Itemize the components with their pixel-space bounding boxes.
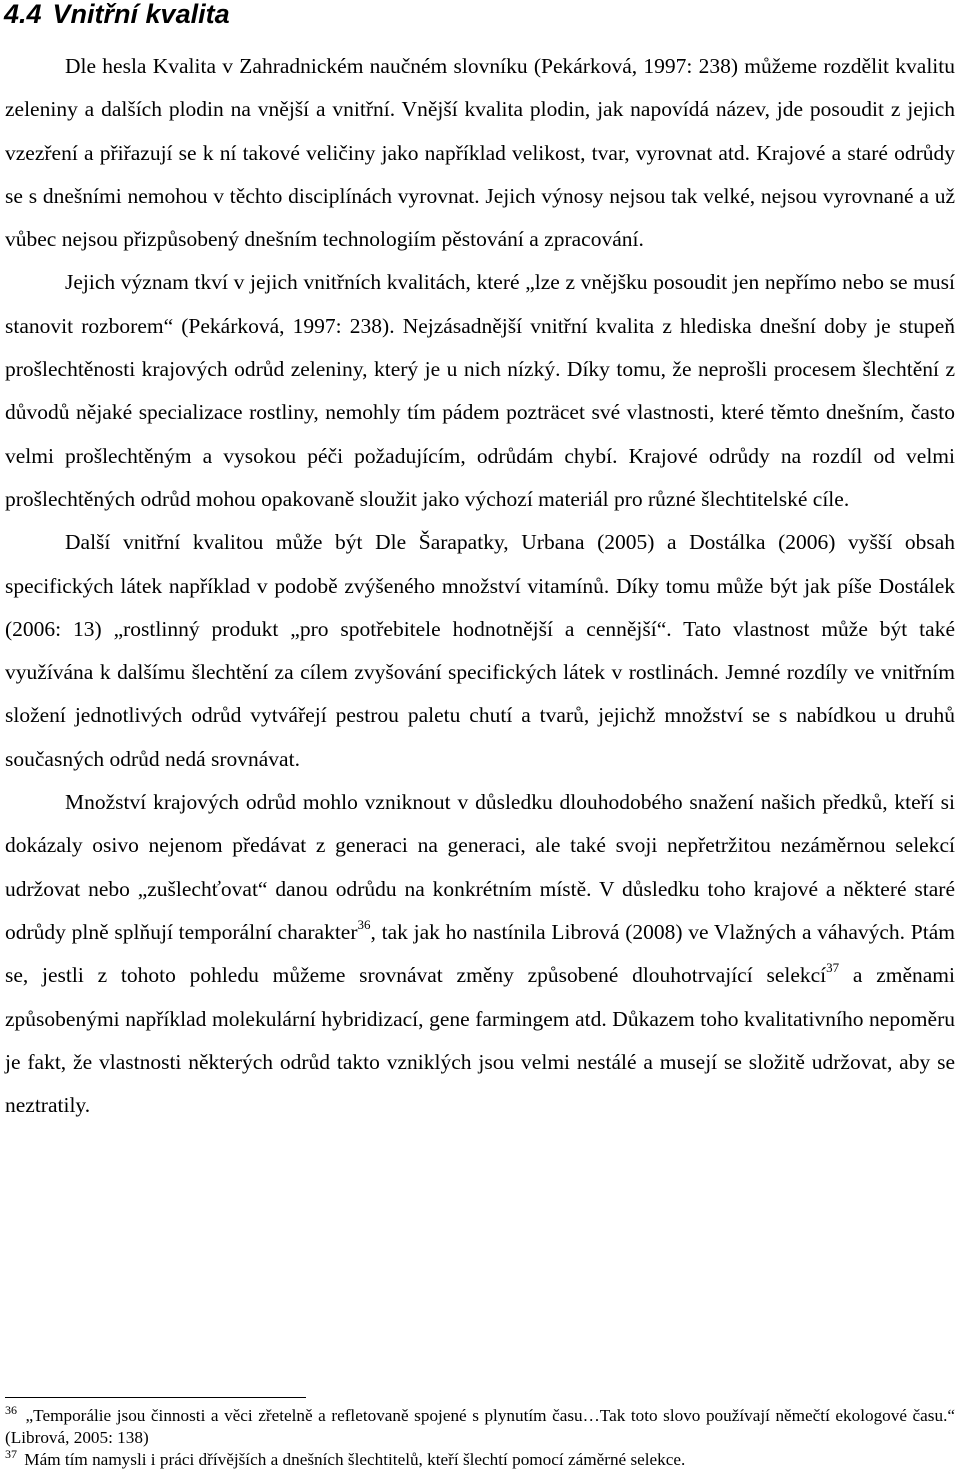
section-heading [4,0,230,32]
footnotes [5,1405,955,1471]
footnote-divider [5,1397,306,1398]
footnote [5,1449,955,1471]
paragraph-text: a změnami způsobenými například molekulární hybridizací, gene farmingem atd. Důkazem toho kvalitativního nepoměru je fakt, že vlastnosti některých odrůd takto vzniklých jsou velmi nestálé a musejí se složitě udržovat, aby se neztratily. [5,963,955,1118]
footnote [5,1405,955,1449]
section-title: Vnitřní kvalita [52,0,230,29]
paragraph-text: , tak jak ho nastínila Librová (2008) ve Vlažných a váhavých. Ptám se, jestli z tohoto pohledu můžeme srovnávat změny způsobené dlouhotrvající selekcí [5,919,955,988]
paragraph: Dle hesla Kvalita v Zahradnickém naučném slovníku (Pekárková, 1997: 238) můžeme rozdělit kvalitu zeleniny a dalších plodin na vnější a vnitřní. Vnější kvalita plodin, jak napovídá název, jde posoudit z jejich vzezření a přiřazují se k ní takové veličiny jako například velikost, tvar, vyrovnat atd. Krajové a staré odrůdy se s dnešními nemohou v těchto disciplínách vyrovnat. Jejich výnosy nejsou tak velké, nejsou vyrovnané a už vůbec nejsou přizpůsobený dnešním technologiím pěstování a zpracování. [5,54,955,252]
paragraph: Další vnitřní kvalitou může být Dle Šarapatky, Urbana (2005) a Dostálka (2006) vyšší obsah specifických látek například v podobě zvýšeného množství vitamínů. Díky tomu může být jak píše Dostálek (2006: 13) „rostlinný produkt „pro spotřebitele hodnotnější a cennější“. Tato vlastnost může být také využívána k dalšímu šlechtění za cílem zvyšování specifických látek v rostlinách. Jemné rozdíly ve vnitřním složení jednotlivých odrůd vytvářejí pestrou paletu chutí a tvarů, jejichž množství se s nabídkou u druhů současných odrůd nedá srovnávat. [5,530,955,771]
footnote-number: 37 [5,1447,17,1461]
footnote-ref[interactable]: 37 [826,960,840,976]
paragraph-text: Množství krajových odrůd mohlo vzniknout v důsledku dlouhodobého snažení našich předků, kteří si dokázaly osivo nejenom předávat z generaci na generaci, ale také svoji nepřetržitou nezáměrnou selekcí udržovat nebo „zušlechťovat“ danou odrůdu na konkrétním místě. V důsledku toho krajové a některé staré odrůdy plně splňují temporální charakter [5,790,955,944]
footnote-text: „Temporálie jsou činnosti a věci zřetelně a refletovaně spojené s plynutím času…Tak toto slovo používají němečtí ekologové času.“ (Librová, 2005: 138) [5,1406,955,1447]
footnote-text: Mám tím namysli i práci dřívějších a dnešních šlechtitelů, kteří šlechtí pomocí záměrné selekce. [20,1450,686,1469]
footnote-ref[interactable]: 36 [357,916,371,932]
paragraph: Jejich význam tkví v jejich vnitřních kvalitách, které „lze z vnějšku posoudit jen nepřímo nebo se musí stanovit rozborem“ (Pekárková, 1997: 238). Nejzásadnější vnitřní kvalita z hlediska dnešní doby je stupeň prošlechtěnosti krajových odrůd zeleniny, který je u nich nízký. Díky tomu, že neprošli procesem šlechtění z důvodů nějaké specializace rostliny, nemohly tím pádem pozträcet své vlastnosti, které těmto dnešním, často velmi prošlechtěným a vysokou péči požadujícím, odrůdám chybí. Krajové odrůdy na rozdíl od velmi prošlechtěných odrůd mohou opakovaně sloužit jako výchozí materiál pro různé šlechtitelské cíle. [5,270,955,511]
footnote-number: 36 [5,1403,17,1417]
body-text [5,45,955,1127]
section-number: 4.4 [4,0,42,29]
paragraph [5,781,955,1127]
